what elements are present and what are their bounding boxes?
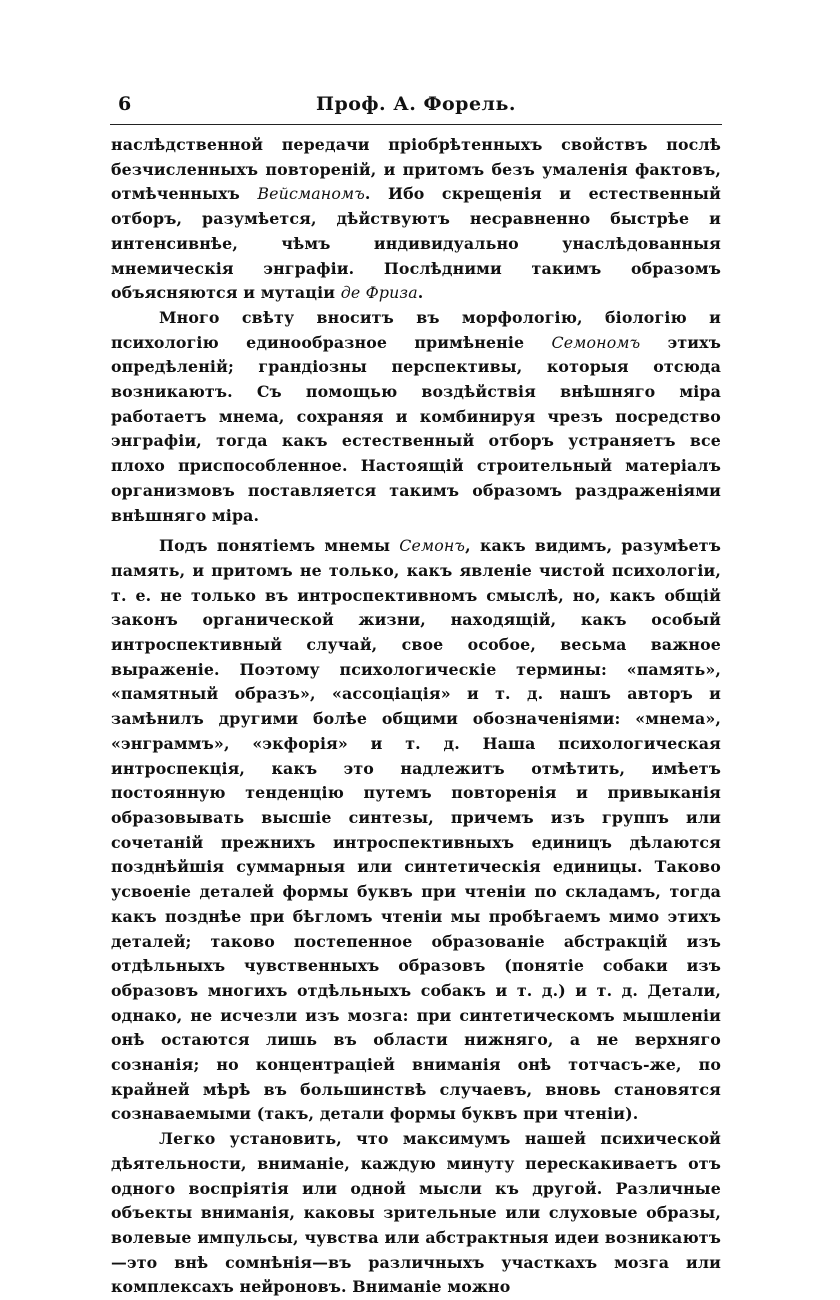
p2-text-2: этихъ опредѣленій; грандіозны перспективы, которыя отсюда возникаютъ. Съ помощью воздѣйствія внѣшняго міра работаетъ мнема, сохраняя и комбинируя чрезъ посредство энграфіи, тогда какъ естественный отборъ устраняетъ все плохо приспособленное. Настоящій строительный матеріалъ организмовъ поставляется такимъ образомъ раздраженіями внѣшняго міра. (111, 332, 721, 525)
header-rule (110, 124, 722, 125)
running-header (110, 93, 722, 123)
p4-text-1: Легко установить, что максимумъ нашей психической дѣятельности, вниманіе, каждую минуту перескакиваетъ отъ одного воспріятія или одной мысли къ другой. Различные объекты вниманія, каковы зрительные или слуховые образы, волевые импульсы, чувства или абстрактныя идеи возникаютъ—это внѣ сомнѣнія—въ различныхъ участкахъ мозга или комплексахъ нейроновъ. Вниманіе можно (111, 1129, 721, 1297)
p2-text-1: Много свѣту вноситъ въ морфологію, біологію и психологію единообразное примѣненіе (111, 307, 721, 352)
page-number: 6 (118, 93, 132, 115)
p3-text-2: , какъ видимъ, разумѣетъ память, и притомъ не только, какъ явленіе чистой психологіи, т. е. не только въ интроспективномъ смыслѣ, но, какъ общій законъ органической жизни, находящій, какъ особый интроспективный случай, свое особое, весьма важное выраженіе. Поэтому психологическіе термины: «память», «памятный образъ», «ассоціація» и т. д. нашъ авторъ и замѣнилъ другими болѣе общими обозначеніями: «мнема», «энграммъ», «экфорія» и т. д. Наша психологическая интроспекція, какъ это надлежитъ отмѣтить, имѣетъ постоянную тенденцію путемъ повторенія и привыканія образовывать высшіе синтезы, причемъ изъ группъ или сочетаній прежнихъ интроспективныхъ единицъ дѣлаются позднѣйшія суммарныя или синтетическія единицы. Таково усвоеніе деталей формы буквъ при чтеніи по складамъ, тогда какъ позднѣе при бѣгломъ чтеніи мы пробѣгаемъ мимо этихъ деталей; таково постепенное образованіе абстракцій изъ отдѣльныхъ чувственныхъ образовъ (понятіе собаки изъ образовъ многихъ отдѣльныхъ собакъ и т. д.) и т. д. Детали, однако, не исчезли изъ мозга: при синтетическомъ мышленіи онѣ остаются лишь въ области нижняго, а не верхняго сознанія; но концентраціей вниманія онѣ тотчасъ-же, по крайней мѣрѣ въ большинствѣ случаевъ, вновь становятся сознаваемыми (такъ, детали формы буквъ при чтеніи). (111, 536, 721, 1124)
paragraph-1 (111, 133, 721, 306)
p1-text-2: . Ибо скрещенія и естественный отборъ, разумѣется, дѣйствуютъ несравненно быстрѣе и интенсивнѣе, чѣмъ индивидуально унаслѣдованныя мнемическія энграфіи. Послѣдними такимъ образомъ объясняются и мутаціи (111, 184, 721, 303)
body-text (111, 133, 721, 1300)
paragraph-4 (111, 1127, 721, 1300)
p1-text-1: наслѣдственной передачи пріобрѣтенныхъ свойствъ послѣ безчисленныхъ повтореній, и притомъ безъ умаленія фактовъ, отмѣченныхъ (111, 135, 721, 204)
p3-text-1: Подъ понятіемъ мнемы (159, 536, 400, 556)
p1-text-3: . (417, 283, 424, 303)
paragraph-3 (111, 534, 721, 1127)
p1-emphasis-de-vries: де Фриза (340, 283, 418, 303)
running-title: Проф. А. Форель. (316, 93, 516, 115)
paragraph-2 (111, 306, 721, 528)
p3-emphasis-semon: Семонъ (399, 536, 466, 556)
p1-emphasis-weismann: Вейсманомъ (257, 184, 365, 204)
p2-emphasis-semon: Семономъ (551, 332, 641, 352)
